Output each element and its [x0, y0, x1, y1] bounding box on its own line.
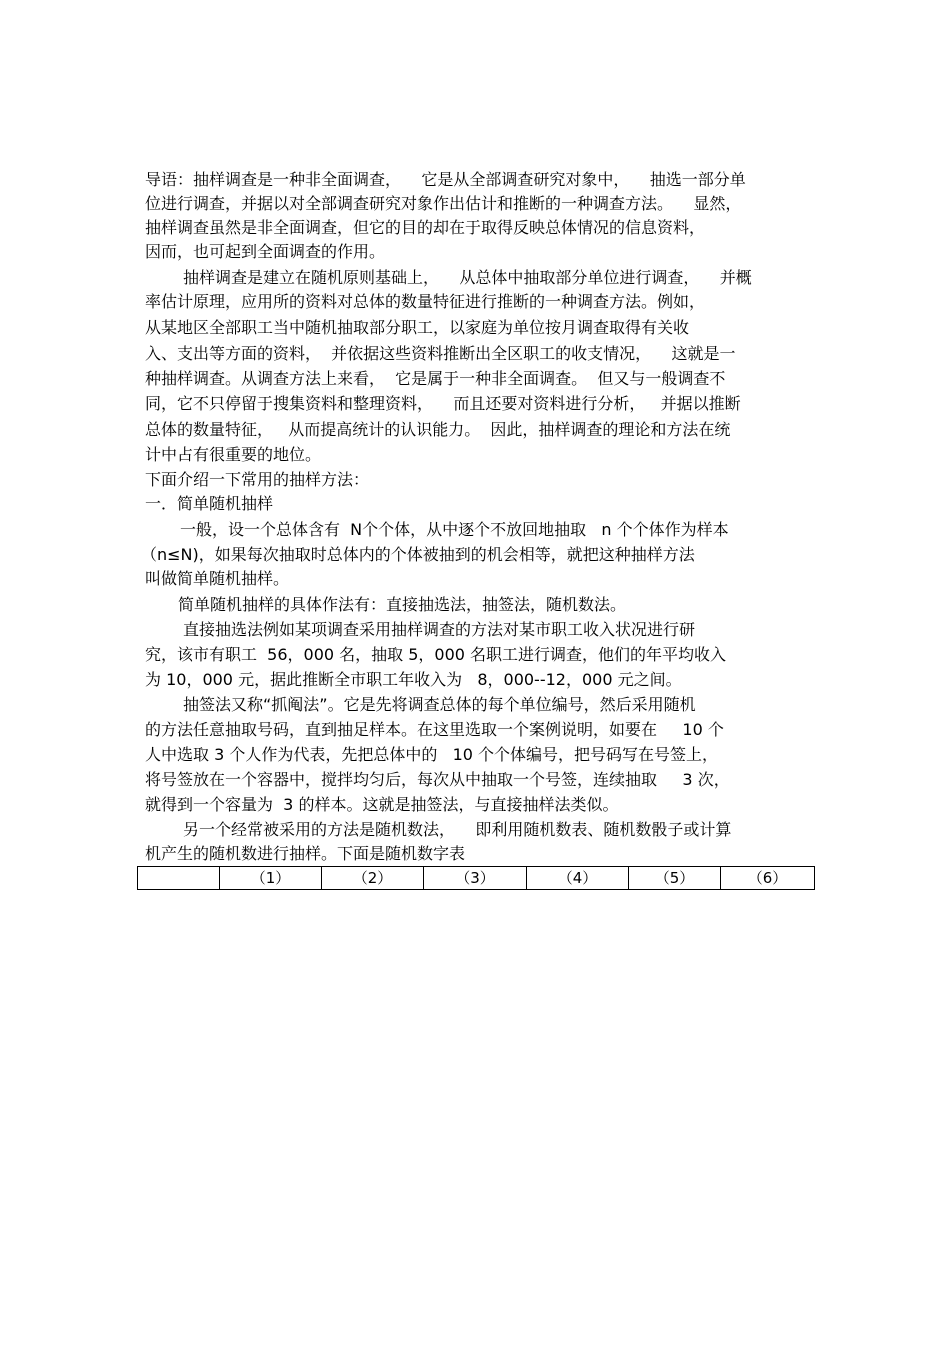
text-line: 总体的数量特征， 从而提高统计的认识能力。 因此，抽样调查的理论和方法在统 — [145, 420, 731, 439]
table-header-cell — [138, 867, 220, 890]
text-line: 机产生的随机数进行抽样。下面是随机数字表 — [145, 844, 466, 863]
text-line: 直接抽选法例如某项调查采用抽样调查的方法对某市职工收入状况进行研 — [183, 620, 696, 639]
table-header-cell: （1） — [220, 867, 322, 890]
table-header-row — [138, 867, 815, 890]
text-line: 就得到一个容量为 3 的样本。这就是抽签法，与直接抽样法类似。 — [145, 795, 619, 814]
text-line: 一般，设一个总体含有 N个个体，从中逐个不放回地抽取 n 个个体作为样本 — [180, 520, 729, 539]
section-heading: 一．简单随机抽样 — [145, 494, 274, 513]
table-header-cell: （4） — [527, 867, 629, 890]
text-line: 究，该市有职工 56，000 名，抽取 5，000 名职工进行调查，他们的年平均收入 — [145, 645, 727, 664]
text-line: 简单随机抽样的具体作法有：直接抽选法，抽签法，随机数法。 — [178, 595, 627, 614]
text-line: 另一个经常被采用的方法是随机数法， 即利用随机数表、随机数骰子或计算 — [183, 820, 732, 839]
text-line: 入、支出等方面的资料， 并依据这些资料推断出全区职工的收支情况， 这就是一 — [145, 344, 736, 363]
text-line: 抽样调查虽然是非全面调查，但它的目的却在于取得反映总体情况的信息资料， — [145, 218, 706, 237]
table-header-cell: （2） — [322, 867, 424, 890]
text-line: 因而，也可起到全面调查的作用。 — [145, 242, 386, 261]
table-header-cell: （3） — [424, 867, 527, 890]
text-line: 人中选取 3 个人作为代表，先把总体中的 10 个个体编号，把号码写在号签上， — [145, 745, 719, 764]
random-number-table — [137, 866, 815, 890]
text-line: 抽样调查是建立在随机原则基础上， 从总体中抽取部分单位进行调查， 并概 — [183, 268, 752, 287]
text-line: 从某地区全部职工当中随机抽取部分职工，以家庭为单位按月调查取得有关收 — [145, 318, 690, 337]
text-line: （n≤N)，如果每次抽取时总体内的个体被抽到的机会相等，就把这种抽样方法 — [141, 545, 695, 564]
text-line: 抽签法又称“抓阄法”。它是先将调查总体的每个单位编号，然后采用随机 — [183, 695, 696, 714]
text-line: 计中占有很重要的地位。 — [145, 445, 322, 464]
text-line: 叫做简单随机抽样。 — [145, 569, 290, 588]
table-header-cell: （5） — [629, 867, 721, 890]
text-line: 下面介绍一下常用的抽样方法： — [145, 470, 370, 489]
text-line: 种抽样调查。从调查方法上来看， 它是属于一种非全面调查。 但又与一般调查不 — [145, 369, 726, 388]
table-header-cell: （6） — [721, 867, 815, 890]
text-line: 导语：抽样调查是一种非全面调查， 它是从全部调查研究对象中， 抽选一部分单 — [145, 170, 746, 189]
text-line: 位进行调查，并据以对全部调查研究对象作出估计和推断的一种调查方法。 显然， — [145, 194, 742, 213]
text-line: 同，它不只停留于搜集资料和整理资料， 而且还要对资料进行分析， 并据以推断 — [145, 394, 741, 413]
text-line: 将号签放在一个容器中，搅拌均匀后，每次从中抽取一个号签，连续抽取 3 次， — [145, 770, 730, 789]
text-line: 为 10，000 元，据此推断全市职工年收入为 8，000--12，000 元之间。 — [145, 670, 682, 689]
text-line: 的方法任意抽取号码，直到抽足样本。在这里选取一个案例说明，如要在 10 个 — [145, 720, 724, 739]
text-line: 率估计原理，应用所的资料对总体的数量特征进行推断的一种调查方法。例如， — [145, 292, 706, 311]
